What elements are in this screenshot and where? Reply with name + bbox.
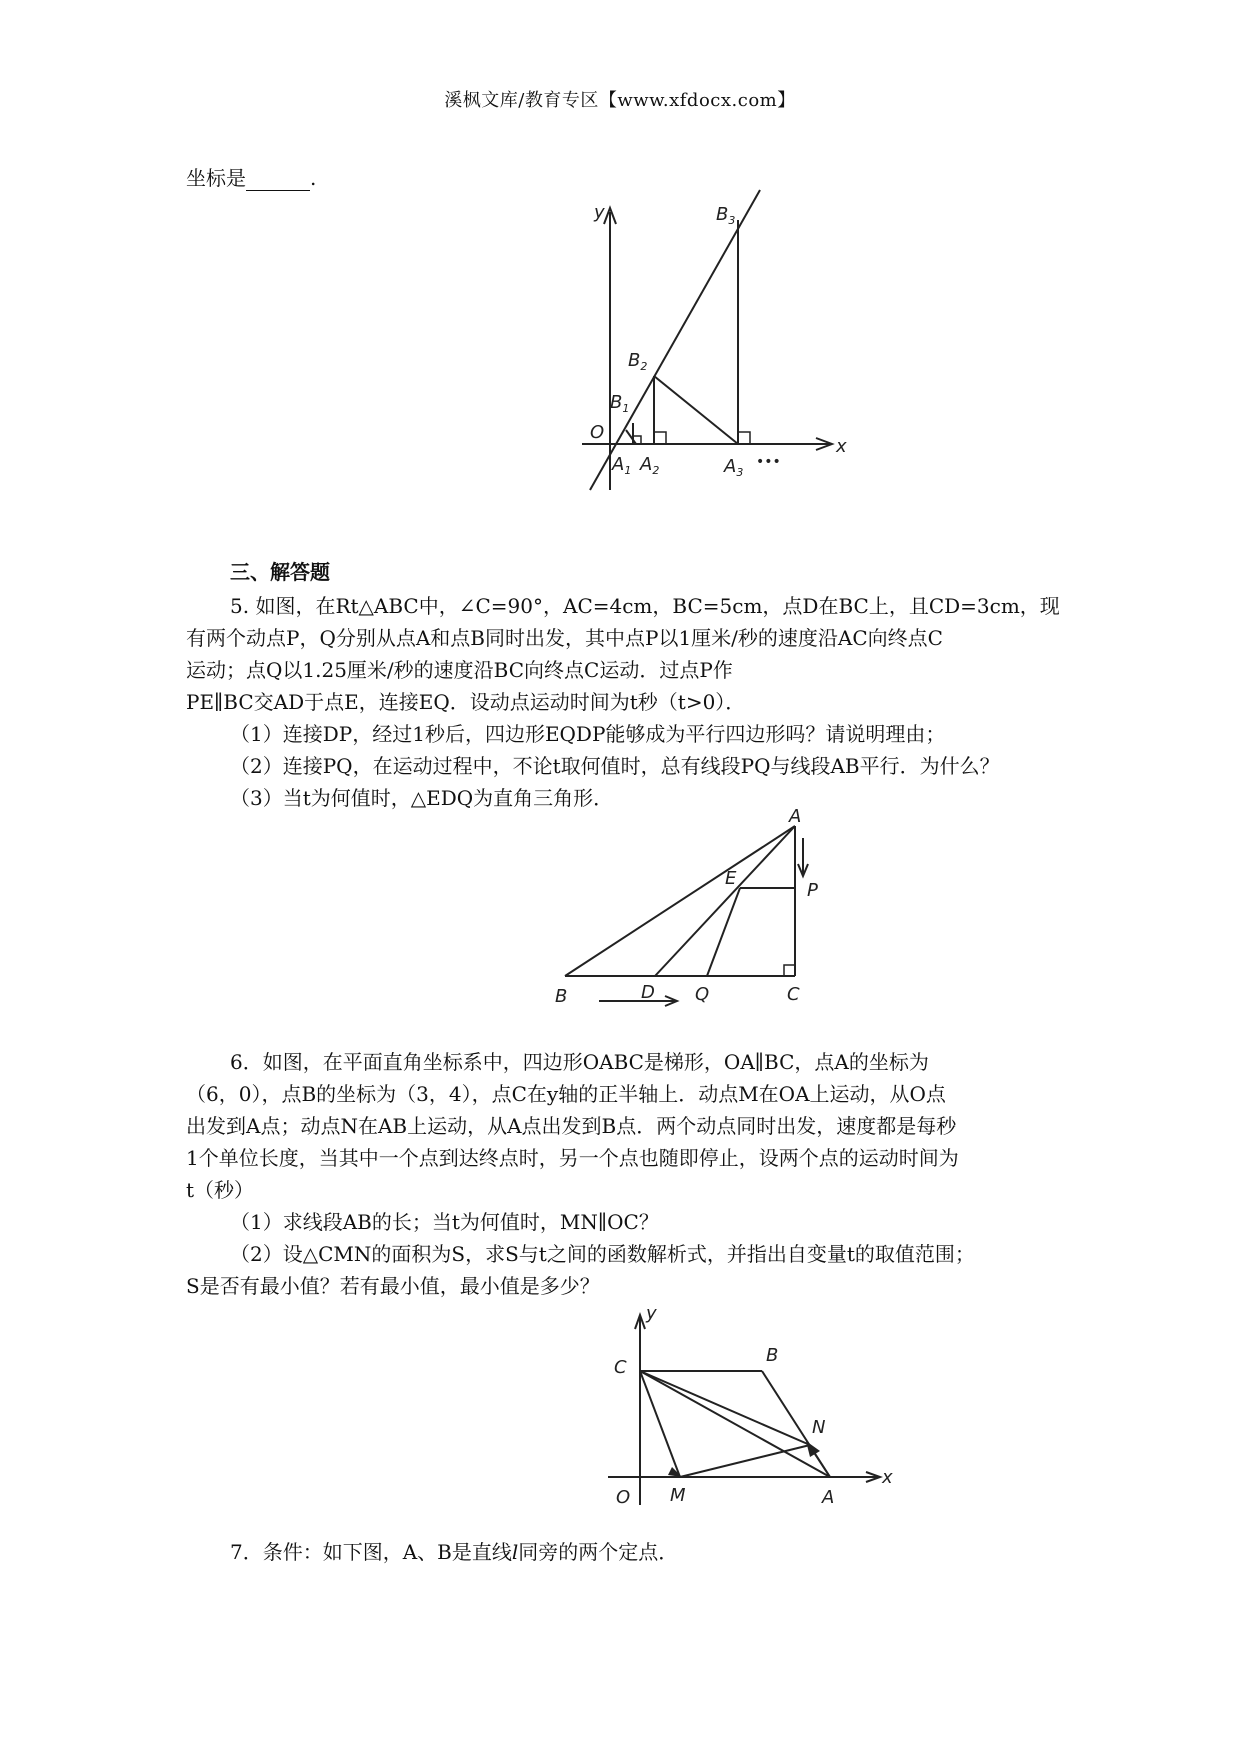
label-x: x — [882, 1467, 893, 1488]
label-y: y — [594, 202, 605, 223]
q5-line-1: 5. 如图，在Rt△ABC中，∠C=90°，AC=4cm，BC=5cm，点D在BC上，且CD=3cm，现 — [230, 594, 1060, 618]
label-d: D — [641, 982, 655, 1003]
page-header: 溪枫文库/教育专区【www.xfdocx.com】 — [444, 90, 796, 111]
segment-ca — [640, 1371, 830, 1477]
q7-text-pre: 7．条件：如下图，A、B是直线 — [230, 1540, 512, 1564]
label-a1: $A_1$ — [612, 454, 632, 477]
segment-cn — [640, 1371, 810, 1445]
segment-mn — [680, 1445, 810, 1477]
label-c: C — [614, 1357, 627, 1378]
label-a: A — [822, 1487, 835, 1508]
label-b1: $B_1$ — [610, 392, 630, 415]
q5-sub-1: （1）连接DP，经过1秒后，四边形EQDP能够成为平行四边形吗？请说明理由； — [230, 722, 946, 746]
q5-line-2: 有两个动点P，Q分别从点A和点B同时出发，其中点P以1厘米/秒的速度沿AC向终点C — [186, 626, 943, 650]
label-n: N — [812, 1417, 826, 1438]
q6-line-5: t（秒） — [186, 1178, 255, 1202]
q5-sub-3: （3）当t为何值时，△EDQ为直角三角形． — [230, 786, 614, 810]
section-3-title: 三、解答题 — [230, 560, 330, 584]
label-o: O — [590, 422, 605, 443]
label-o: O — [616, 1487, 631, 1508]
q5-line-4: PE∥BC交AD于点E，连接EQ．设动点运动时间为t秒（t>0）． — [186, 690, 746, 714]
figure-coordinate-staircase — [560, 190, 860, 500]
q6-line-4: 1个单位长度，当其中一个点到达终点时，另一个点也随即停止，设两个点的运动时间为 — [186, 1146, 959, 1170]
label-q: Q — [695, 984, 710, 1005]
label-c: C — [787, 984, 800, 1005]
q5-line-3: 运动；点Q以1.25厘米/秒的速度沿BC向终点C运动．过点P作 — [186, 658, 733, 682]
label-b2: $B_2$ — [628, 350, 648, 373]
top-text-end: . — [310, 166, 317, 190]
label-x: x — [836, 436, 847, 457]
segment-b1-a2 — [626, 430, 636, 444]
label-dots: ••• — [756, 454, 781, 470]
label-a: A — [789, 806, 802, 827]
q7-line-l: l — [511, 1540, 519, 1564]
right-angle-a2 — [654, 432, 666, 444]
top-text-line — [186, 166, 316, 191]
label-e: E — [725, 868, 737, 889]
label-m: M — [670, 1485, 686, 1506]
top-text: 坐标是 — [186, 166, 246, 190]
q6-line-1: 6．如图，在平面直角坐标系中，四边形OABC是梯形，OA∥BC，点A的坐标为 — [230, 1050, 929, 1074]
right-angle-c — [784, 965, 795, 976]
q6-sub-2a: （2）设△CMN的面积为S，求S与t之间的函数解析式，并指出自变量t的取值范围； — [230, 1242, 975, 1266]
arrow-n-head — [806, 1441, 820, 1457]
label-y: y — [646, 1303, 657, 1324]
label-a2: $A_2$ — [640, 454, 660, 477]
q7-line-1 — [230, 1540, 678, 1564]
label-b3: $B_3$ — [716, 204, 736, 227]
label-b: B — [555, 986, 568, 1007]
figure-trapezoid-oabc — [600, 1305, 900, 1515]
label-a3: $A_3$ — [724, 456, 744, 479]
arrow-m-head — [668, 1467, 682, 1477]
q5-sub-2: （2）连接PQ，在运动过程中，不论t取何值时，总有线段PQ与线段AB平行．为什么？ — [230, 754, 1000, 778]
segment-ad — [655, 826, 795, 976]
q6-sub-2b: S是否有最小值？若有最小值，最小值是多少？ — [186, 1274, 600, 1298]
answer-blank — [246, 166, 310, 191]
segment-cm — [640, 1371, 680, 1477]
q7-text-post: 同旁的两个定点． — [518, 1540, 679, 1564]
label-b: B — [766, 1345, 779, 1366]
q6-sub-1: （1）求线段AB的长；当t为何值时，MN∥OC？ — [230, 1210, 659, 1234]
q6-line-2: （6，0），点B的坐标为（3，4），点C在y轴的正半轴上．动点M在OA上运动，从O点 — [186, 1082, 946, 1106]
q6-line-3: 出发到A点；动点N在AB上运动，从A点出发到B点．两个动点同时出发，速度都是每秒 — [186, 1114, 957, 1138]
segment-ab — [565, 826, 795, 976]
figure-right-triangle — [555, 806, 818, 1018]
label-p: P — [807, 880, 818, 901]
right-angle-a3 — [738, 432, 750, 444]
